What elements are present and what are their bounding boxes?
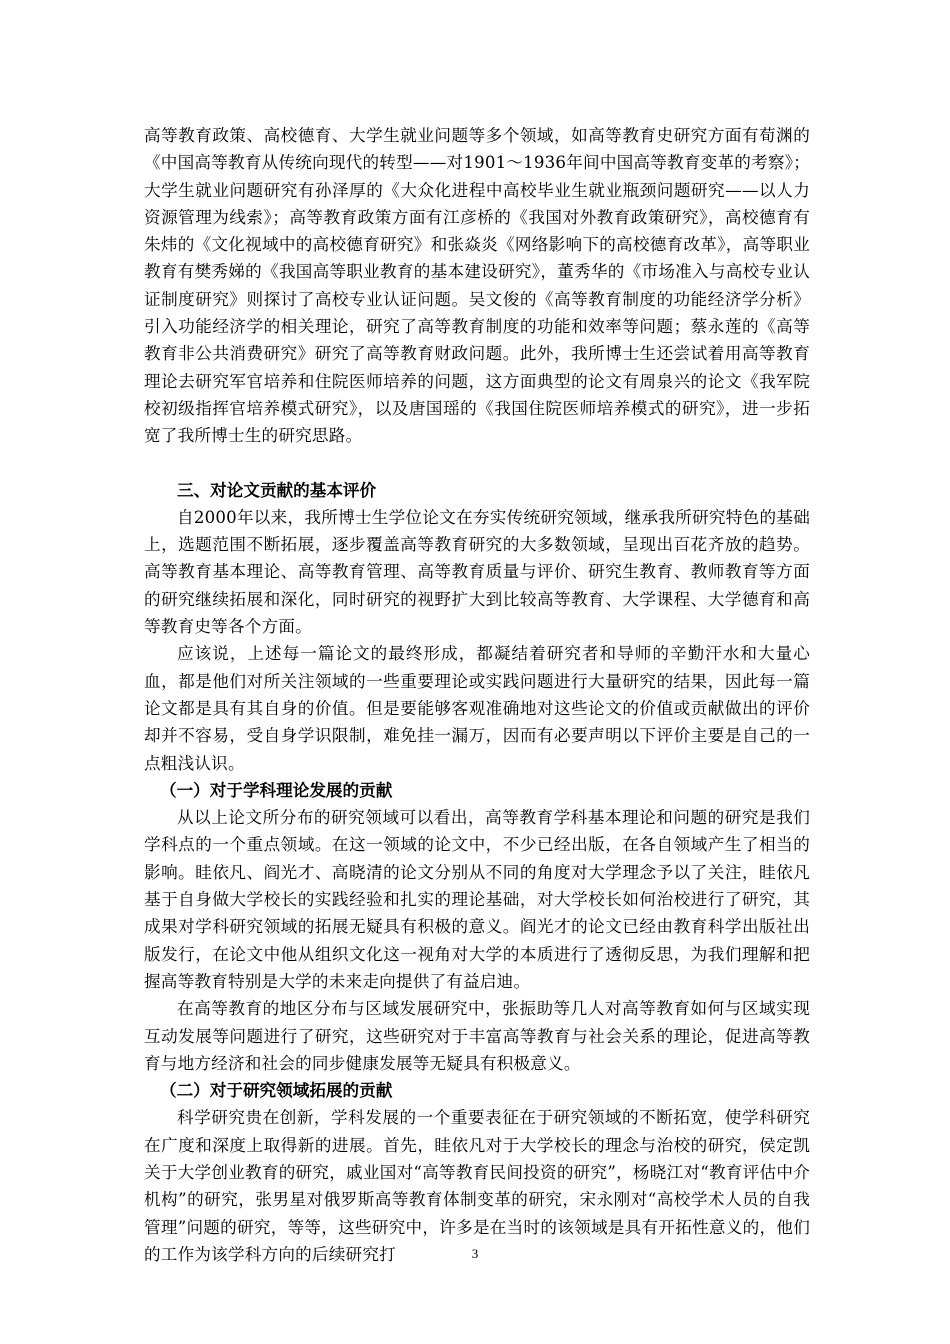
subsection-heading: （二）对于研究领域拓展的贡献	[160, 1080, 393, 1101]
subsection-heading: （一）对于学科理论发展的贡献	[160, 779, 393, 800]
paragraph-continuation: 高等教育政策、高校德育、大学生就业问题等多个领域，如高等教育史研究方面有荀渊的《中国高等教育从传统向现代的转型——对1901～1936年间中国高等教育变革的考察》；大学生就业问题研究有孙泽厚的《大众化进程中高校毕业生就业瓶颈问题研究——以人力资源管理为线索》；高等教育政策方面有江彦桥的《我国对外教育政策研究》，高校德育有朱炜的《文化视域中的高校德育研究》和张焱炎《网络影响下的高校德育改革》，高等职业教育有樊秀娣的《我国高等职业教育的基本建设研究》，董秀华的《市场准入与高校专业认证制度研究》则探讨了高校专业认证问题。吴文俊的《高等教育制度的功能经济学分析》引入功能经济学的相关理论，研究了高等教育制度的功能和效率等问题；蔡永莲的《高等教育非公共消费研究》研究了高等教育财政问题。此外，我所博士生还尝试着用高等教育理论去研究军官培养和住院医师培养的问题，这方面典型的论文有周泉兴的论文《我军院校初级指挥官培养模式研究》，以及唐国瑶的《我国住院医师培养模式的研究》，进一步拓宽了我所博士生的研究思路。	[144, 126, 810, 446]
paragraph: 科学研究贵在创新，学科发展的一个重要表征在于研究领域的不断拓宽，使学科研究在广度和深度上取得新的进展。首先，眭依凡对于大学校长的理念与治校的研究，侯定凯关于大学创业教育的研究，戚业国对“高等教育民间投资的研究”，杨晓江对“教育评估中介机构”的研究，张男星对俄罗斯高等教育体制变革的研究，宋永刚对“高校学术人员的自我管理”问题的研究，等等，这些研究中，许多是在当时的该领域是具有开拓性意义的，他们的工作为该学科方向的后续研究打	[144, 1108, 810, 1264]
document-body	[144, 122, 810, 1268]
blank-line	[144, 450, 810, 477]
paragraph: 在高等教育的地区分布与区域发展研究中，张振助等几人对高等教育如何与区域实现互动发展等问题进行了研究，这些研究对于丰富高等教育与社会关系的理论，促进高等教育与地方经济和社会的同步健康发展等无疑具有积极意义。	[144, 999, 810, 1073]
section-heading: 三、对论文贡献的基本评价	[177, 479, 377, 500]
paragraph: 从以上论文所分布的研究领域可以看出，高等教育学科基本理论和问题的研究是我们学科点的一个重点领域。在这一领域的论文中，不少已经出版，在各自领域产生了相当的影响。眭依凡、阎光才、高晓清的论文分别从不同的角度对大学理念予以了关注，眭依凡基于自身做大学校长的实践经验和扎实的理论基础，对大学校长如何治校进行了研究，其成果对学科研究领域的拓展无疑具有积极的意义。阎光才的论文已经由教育科学出版社出版发行，在论文中他从组织文化这一视角对大学的本质进行了透彻反思，为我们理解和把握高等教育特别是大学的未来走向提供了有益启迪。	[144, 808, 810, 991]
paragraph: 自2000年以来，我所博士生学位论文在夯实传统研究领域，继承我所研究特色的基础上，选题范围不断拓展，逐步覆盖高等教育研究的大多数领域，呈现出百花齐放的趋势。高等教育基本理论、高等教育管理、高等教育质量与评价、研究生教育、教师教育等方面的研究继续拓展和深化，同时研究的视野扩大到比较高等教育、大学课程、大学德育和高等教育史等各个方面。	[144, 507, 810, 637]
paragraph: 应该说，上述每一篇论文的最终形成，都凝结着研究者和导师的辛勤汗水和大量心血，都是他们对所关注领域的一些重要理论或实践问题进行大量研究的结果，因此每一篇论文都是具有其自身的价值。但是要能够客观准确地对这些论文的价值或贡献做出的评价却并不容易，受自身学识限制，难免挂一漏万，因而有必要声明以下评价主要是自己的一点粗浅认识。	[144, 644, 810, 773]
page-number: 3	[471, 1246, 479, 1261]
